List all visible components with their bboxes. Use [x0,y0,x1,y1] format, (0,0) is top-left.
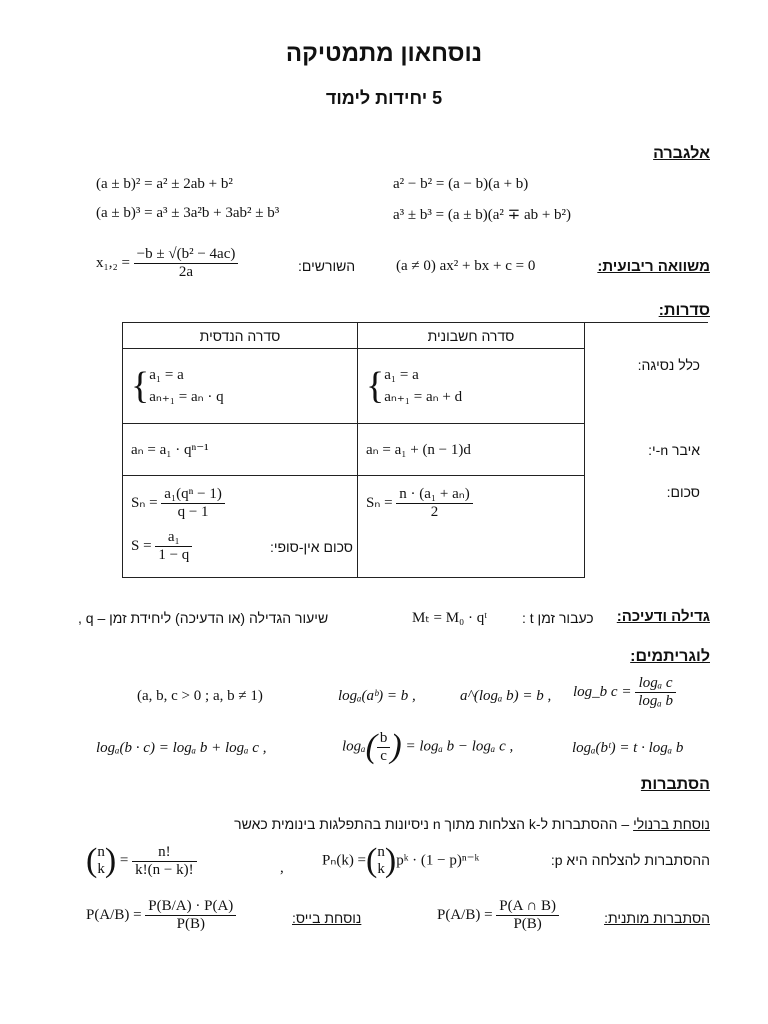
bernoulli-formula: Pₙ(k) =(n k)pᵏ · (1 − p)ⁿ⁻ᵏ [322,842,480,879]
geo-sum-lhs: Sₙ = [131,494,158,511]
separator-comma: , [280,860,284,876]
row-sum-label: סכום: [666,483,700,500]
cond-lhs: P(A/B) = [437,906,493,923]
bayes-lhs: P(A/B) = [86,906,142,923]
log-rule-2: a^(logₐ b) = b , [460,688,552,704]
formula-cube: (a ± b)³ = a³ ± 3a²b + 3ab² ± b³ [96,205,280,221]
bernoulli-label: נוסחת ברנולי [633,816,710,832]
ari-sum-den: 2 [430,504,439,520]
binom-eq-den: k!(n − k)! [135,861,194,878]
log-rule-3 [573,675,676,710]
roots-denominator: 2a [178,264,194,280]
growth-desc: , q – שיעור הגדילה (או הדעיכה) ליחידת זמן [78,610,329,626]
bayes-num: P(B/A) · P(A) [145,898,236,916]
conditional-formula [437,898,559,933]
pnk-binom-bottom: k [377,861,385,877]
log-rule-5-den: c [380,747,387,764]
series-heading: סדרות: [658,302,710,319]
algebra-heading: אלגברה [653,145,710,162]
cond-num: P(A ∩ B) [496,898,559,916]
logs-heading: לוגריתמים: [630,648,710,665]
inf-sum-lhs: S = [131,537,152,554]
log-rule-5-num: b [377,730,391,748]
binomial-coefficient: (n k) = $\frac{n!}{k!(n - k)!}$ [86,842,197,880]
growth-text: כעבור זמן t : [522,610,594,626]
log-rule-6: logₐ(bᵗ) = t · logₐ b [572,740,684,756]
geo-sum-cell [123,476,358,578]
ari-rec-2: aₙ₊₁ = aₙ + d [384,389,463,405]
log-rule-5-rhs: = logₐ b − logₐ c , [405,738,514,755]
page-title: נוסחאון מתמטיקה [285,40,483,67]
geo-sum-den: q − 1 [177,504,209,520]
geo-recursion: {a₁ = a aₙ₊₁ = aₙ · q [123,349,358,424]
series-table [122,322,708,578]
ari-nth: aₙ = a₁ + (n − 1)d [358,424,585,476]
roots-numerator: −b ± √(b² − 4ac) [134,246,239,264]
row-recursion-label: כלל נסיגה: [637,356,700,373]
conditional-label: הסתברות מותנית: [604,910,710,926]
bernoulli-line [234,816,710,832]
logs-condition: (a, b, c > 0 ; a, b ≠ 1) [137,688,263,704]
log-rule-4: logₐ(b · c) = logₐ b + logₐ c , [96,740,267,756]
pnk-rhs: pᵏ · (1 − p)ⁿ⁻ᵏ [396,852,480,869]
roots-formula [96,246,238,281]
bayes-formula [86,898,236,933]
quadratic-equation: (a ≠ 0) ax² + bx + c = 0 [396,258,536,274]
bayes-label: נוסחת בייס: [292,910,362,926]
probability-heading: הסתברות [640,776,710,793]
bayes-den: P(B) [176,916,205,932]
cond-den: P(B) [513,916,542,932]
binom-top: n [97,844,105,860]
log-rule-3-lhs: log_b c = [573,683,632,700]
quadratic-heading: משוואה ריבועית: [597,258,710,275]
roots-label: השורשים: [298,258,356,274]
page-subtitle: 5 יחידות לימוד [325,88,443,108]
binom-bottom: k [97,861,105,877]
geo-rec-2: aₙ₊₁ = aₙ · q [149,389,224,405]
col-arithmetic: סדרה חשבונית [358,323,585,349]
inf-sum [131,529,353,564]
pnk-lhs: Pₙ(k) = [322,852,367,869]
formula-diff-squares: a² − b² = (a − b)(a + b) [393,176,529,192]
log-rule-3-num: logₐ c [635,675,676,693]
ari-sum-lhs: Sₙ = [366,494,393,511]
log-rule-1: logₐ(aᵇ) = b , [338,688,416,704]
geo-sum-num: a₁(qⁿ − 1) [161,486,225,504]
ari-rec-1: a₁ = a [384,367,419,383]
log-rule-3-den: logₐ b [638,693,674,709]
row-nth-label: איבר n-י: [648,441,700,458]
growth-heading: גדילה ודעיכה: [616,608,710,625]
inf-sum-num: a₁ [155,529,192,547]
pnk-binom-top: n [377,844,385,860]
inf-sum-den: 1 − q [158,547,190,563]
growth-formula: Mₜ = M₀ · qᵗ [412,610,488,626]
geo-sum [131,486,349,521]
formula-square: (a ± b)² = a² ± 2ab + b² [96,176,233,192]
ari-sum-num: n · (a₁ + aₙ) [396,486,472,504]
log-rule-5: logₐ( $\frac{b}{c}$ ) = logₐ b − logₐ c , [342,728,514,765]
formula-sum-cubes: a³ ± b³ = (a ± b)(a² ∓ ab + b²) [393,207,572,223]
geo-rec-1: a₁ = a [149,367,184,383]
geo-nth: aₙ = a₁ · qⁿ⁻¹ [123,424,358,476]
ari-recursion: {a₁ = a aₙ₊₁ = aₙ + d [358,349,585,424]
col-geometric: סדרה הנדסית [123,323,358,349]
success-text: ההסתברות להצלחה היא p: [550,852,710,868]
binom-eq-num: n! [132,844,196,862]
ari-sum [358,476,585,578]
bernoulli-text: – ההסתברות ל-k הצלחות מתוך n ניסיונות בהתפלגות בינומית כאשר [234,816,630,832]
roots-lhs: x₁,₂ = [96,254,130,271]
inf-sum-label: סכום אין-סופי: [269,539,353,555]
log-rule-5-lhs: logₐ [342,738,366,755]
roots-fraction [134,246,239,281]
